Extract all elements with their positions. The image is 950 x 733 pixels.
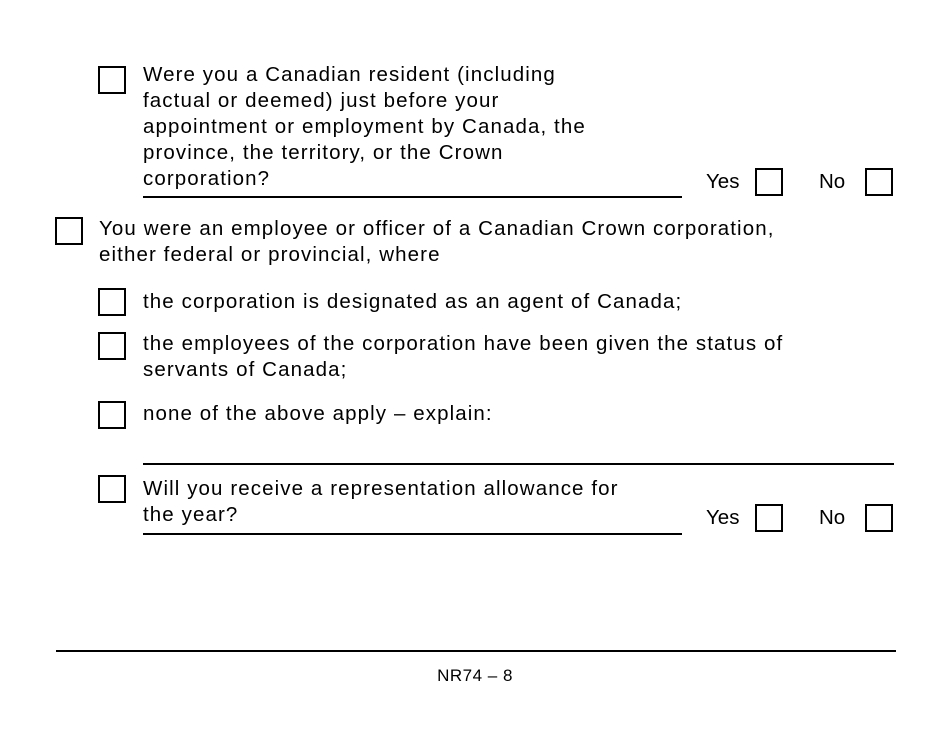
allowance-question-text: Will you receive a representation allowance for the year? [143, 477, 619, 526]
allowance-question-checkbox[interactable] [98, 475, 126, 503]
resident-no-checkbox[interactable] [865, 168, 893, 196]
explain-line[interactable] [143, 463, 894, 465]
resident-question-text: Were you a Canadian resident (including factual or deemed) just before your appointment or employment by Canada, the province, the territory, or the Crown corporation? [143, 63, 586, 190]
none-apply-text: none of the above apply – explain: [143, 402, 493, 425]
resident-no-label: No [819, 170, 846, 193]
crown-employee-text: You were an employee or officer of a Canadian Crown corporation, either federal or provincial, where [99, 217, 775, 266]
allowance-answer-line [143, 533, 682, 535]
agent-of-canada-checkbox[interactable] [98, 288, 126, 316]
footer-divider [56, 650, 896, 652]
resident-question-checkbox[interactable] [98, 66, 126, 94]
allowance-yes-checkbox[interactable] [755, 504, 783, 532]
allowance-no-label: No [819, 506, 846, 529]
page-number: NR74 – 8 [437, 666, 513, 685]
resident-question-answer-line [143, 196, 682, 198]
resident-yes-checkbox[interactable] [755, 168, 783, 196]
agent-of-canada-text: the corporation is designated as an agent of Canada; [143, 290, 683, 313]
crown-employee-checkbox[interactable] [55, 217, 83, 245]
allowance-yes-label: Yes [706, 506, 740, 529]
servants-of-canada-text: the employees of the corporation have been given the status of servants of Canada; [143, 332, 784, 381]
servants-of-canada-checkbox[interactable] [98, 332, 126, 360]
allowance-no-checkbox[interactable] [865, 504, 893, 532]
none-apply-checkbox[interactable] [98, 401, 126, 429]
resident-yes-label: Yes [706, 170, 740, 193]
